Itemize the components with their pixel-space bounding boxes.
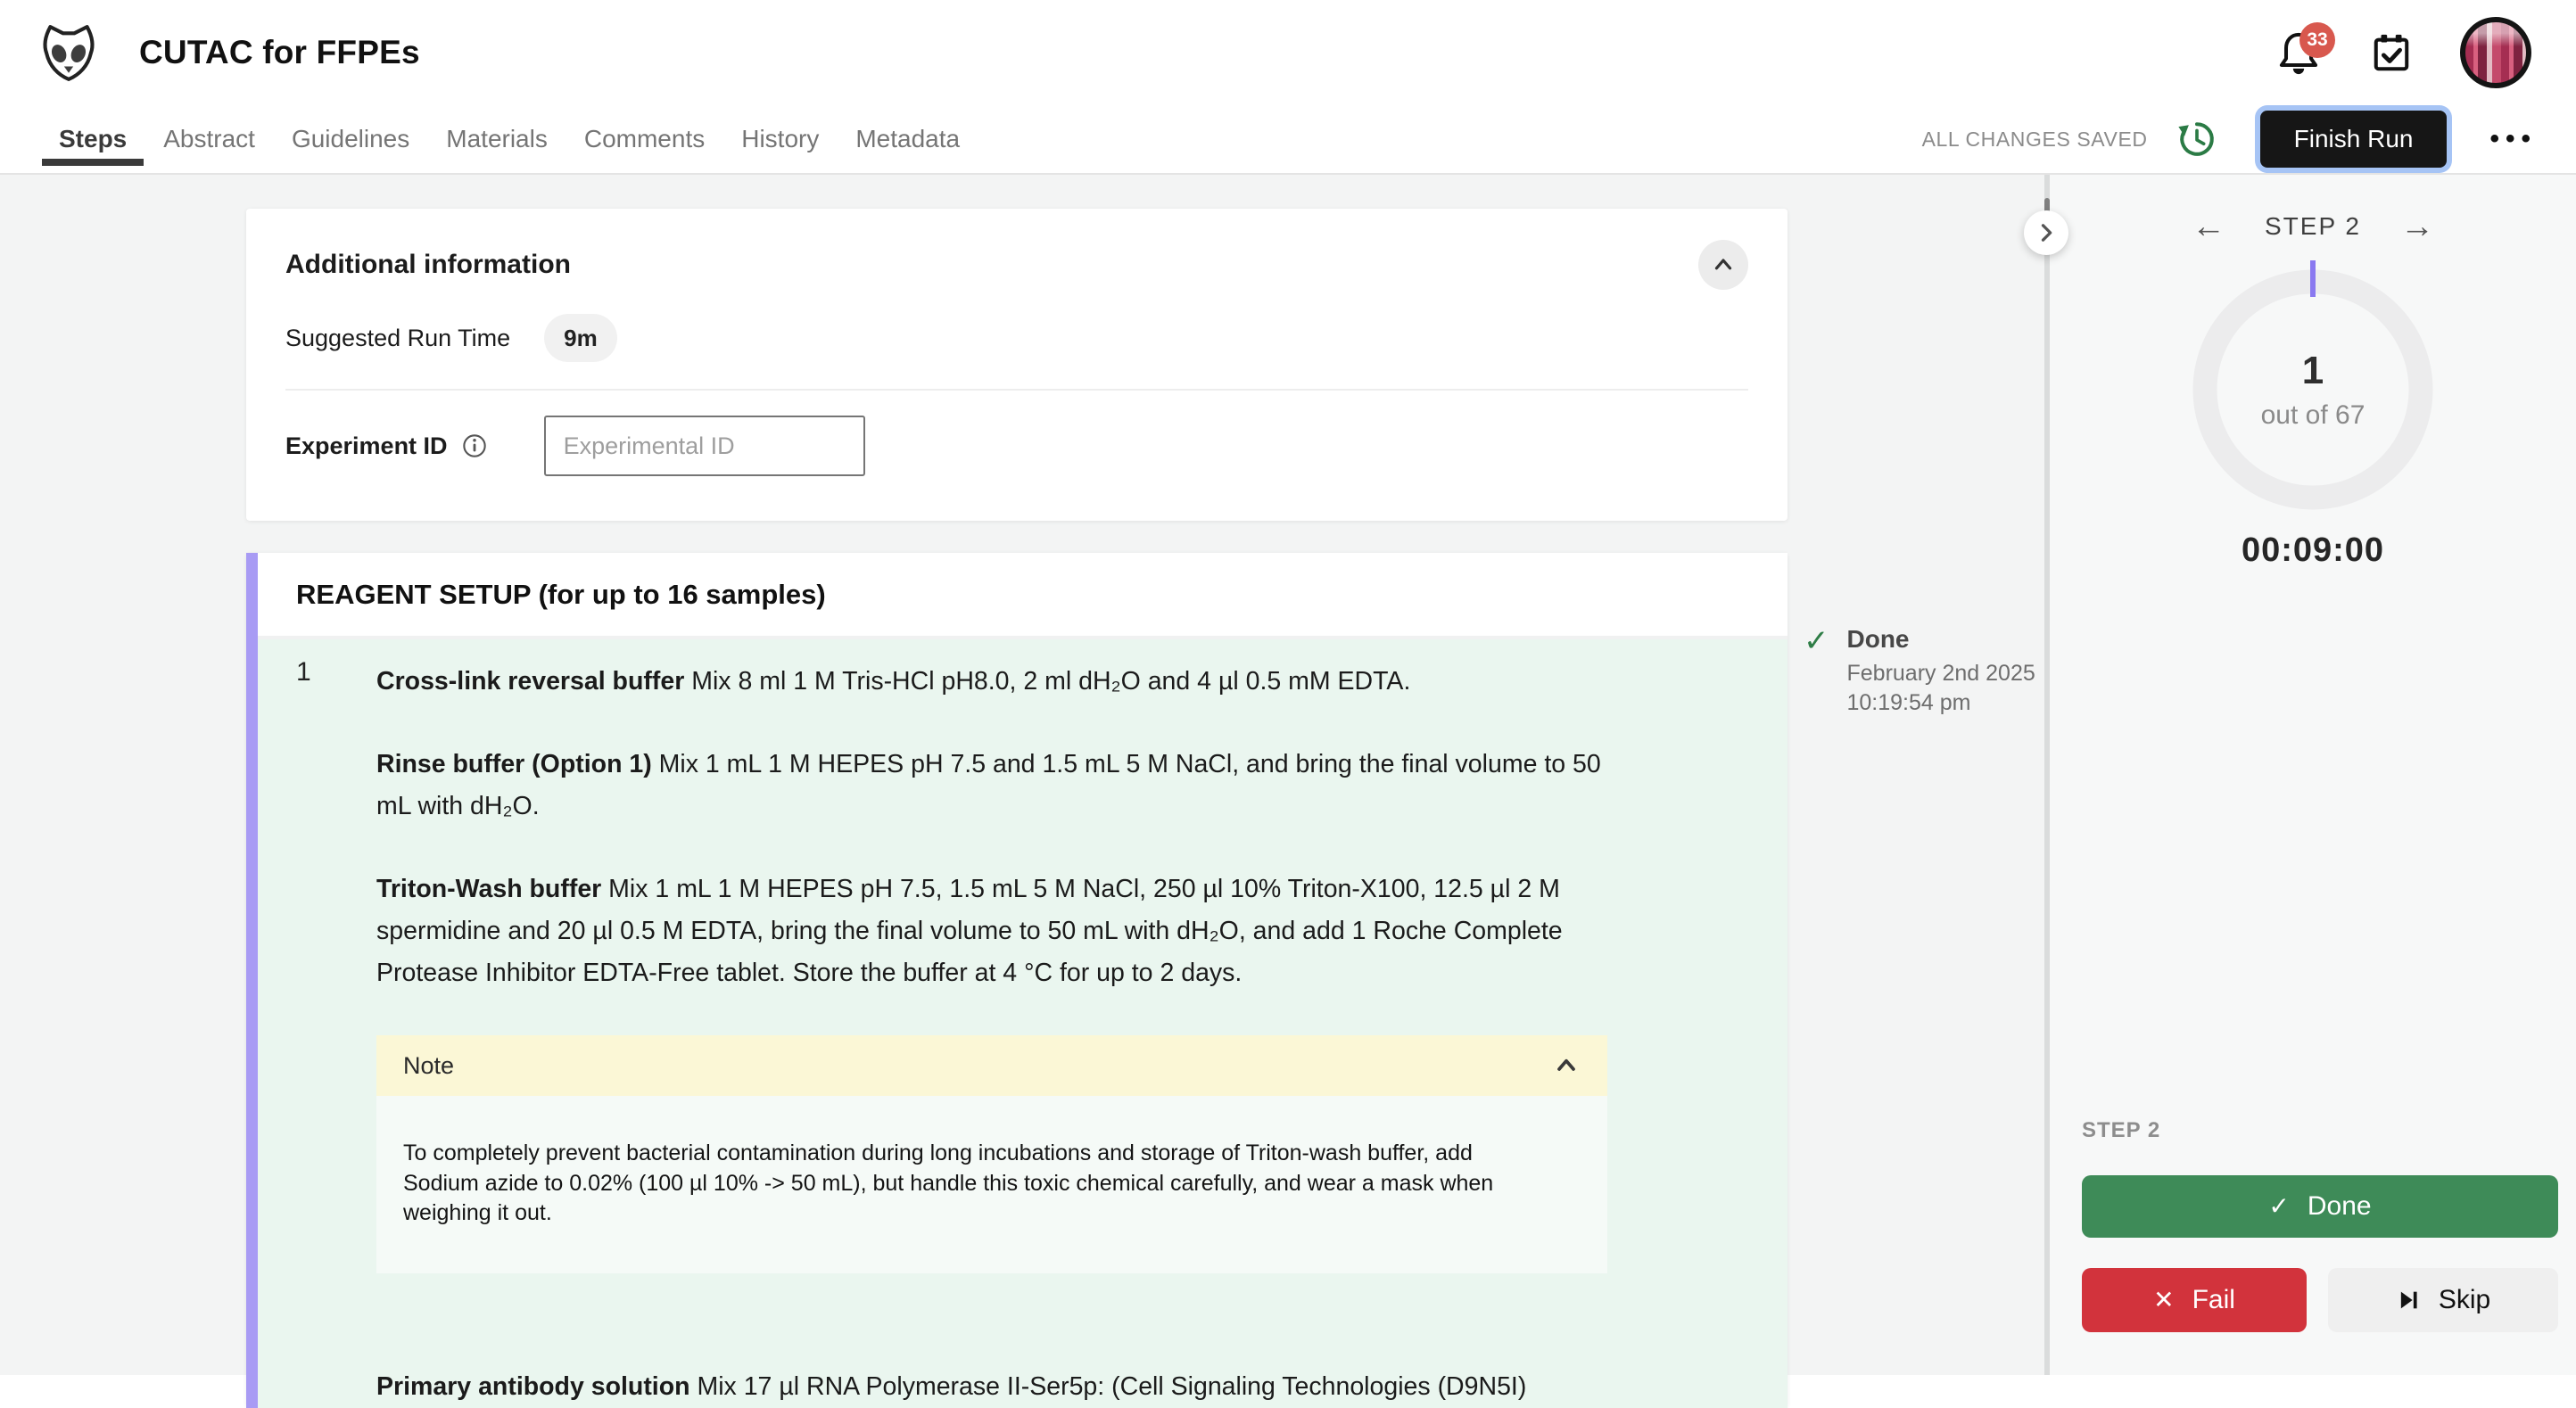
section-header bbox=[246, 553, 1788, 639]
additional-information-header bbox=[285, 239, 1748, 291]
fail-button-label: Fail bbox=[2192, 1285, 2235, 1314]
progress-ring bbox=[2192, 269, 2433, 510]
section-accent-bar bbox=[246, 553, 258, 1408]
reagent-instructions: Mix 17 µl RNA Polymerase II-Ser5p: (Cell Signaling Technologies (D9N5I) bbox=[689, 1371, 1527, 1401]
run-time-badge: 9m bbox=[544, 314, 617, 362]
notification-badge: 33 bbox=[2299, 22, 2335, 58]
next-step-arrow[interactable]: → bbox=[2399, 208, 2434, 245]
fail-button[interactable] bbox=[2082, 1268, 2307, 1332]
steps-panel bbox=[0, 175, 2044, 1401]
progress-ring-center bbox=[2192, 269, 2433, 510]
tab-bar-actions bbox=[1922, 105, 2537, 173]
collapse-sidebar-button[interactable] bbox=[2024, 210, 2068, 255]
previous-step-arrow[interactable]: ← bbox=[2192, 208, 2225, 245]
tabs bbox=[42, 105, 979, 173]
additional-information-card bbox=[246, 209, 1788, 521]
cross-icon: ✕ bbox=[2153, 1286, 2175, 1313]
step-paragraph bbox=[376, 661, 1609, 703]
done-button-label: Done bbox=[2307, 1191, 2372, 1221]
step-status bbox=[1804, 625, 2035, 718]
card-divider bbox=[285, 389, 1748, 391]
skip-button-label: Skip bbox=[2438, 1285, 2491, 1314]
tab-abstract[interactable]: Abstract bbox=[163, 125, 255, 152]
step-navigation bbox=[2050, 209, 2576, 244]
note-text: To completely prevent bacterial contamination during long incubations and storage of Triton-wash buffer, add Sodium azide to 0.02% (100 µl 10% -> 50 mL), but handle this toxic chemical carefully, and wear a mask when weighing it out. bbox=[403, 1140, 1494, 1225]
status-date bbox=[1847, 659, 2035, 718]
step-content bbox=[376, 639, 1609, 1408]
calendar-check-icon[interactable] bbox=[2371, 32, 2412, 73]
content-column bbox=[246, 209, 1788, 1408]
progress-current: 1 bbox=[2301, 349, 2324, 392]
restore-history-icon[interactable] bbox=[2175, 117, 2219, 161]
step-paragraph bbox=[376, 744, 1609, 828]
tab-history[interactable]: History bbox=[741, 125, 820, 152]
reagent-instructions: Mix 8 ml 1 M Tris-HCl pH8.0, 2 ml dH₂O and 4 µl 0.5 mM EDTA. bbox=[684, 667, 1411, 696]
tab-materials[interactable]: Materials bbox=[446, 125, 548, 152]
reagent-name: Primary antibody solution bbox=[376, 1371, 690, 1401]
additional-information-title: Additional information bbox=[285, 250, 571, 279]
reagent-instructions: Mix 1 mL 1 M HEPES pH 7.5 and 1.5 mL 5 M NaCl, and bring the final volume to 50 mL with dH₂O. bbox=[376, 750, 1601, 820]
raccoon-logo-icon bbox=[39, 21, 98, 84]
page-title: CUTAC for FFPEs bbox=[139, 34, 420, 70]
step-actions-label: STEP 2 bbox=[2082, 1118, 2161, 1142]
chevron-up-icon[interactable] bbox=[1552, 1051, 1581, 1080]
tab-steps[interactable]: Steps bbox=[42, 105, 144, 173]
tab-bar bbox=[0, 105, 2576, 175]
run-sidebar bbox=[2050, 175, 2576, 1375]
experiment-id-row bbox=[285, 416, 1748, 476]
step-1-row bbox=[246, 639, 1788, 1408]
chevron-right-icon bbox=[2034, 220, 2059, 245]
collapse-card-button[interactable] bbox=[1698, 240, 1748, 290]
check-icon: ✓ bbox=[2268, 1192, 2290, 1220]
reagent-name: Triton-Wash buffer bbox=[376, 875, 602, 903]
skip-button[interactable] bbox=[2328, 1268, 2558, 1332]
progress-total: out of 67 bbox=[2260, 400, 2365, 430]
info-icon[interactable] bbox=[462, 433, 487, 458]
reagent-setup-section bbox=[246, 553, 1788, 1408]
reagent-name: Cross-link reversal buffer bbox=[376, 667, 685, 696]
top-bar-actions bbox=[2275, 17, 2537, 88]
body bbox=[0, 175, 2576, 1401]
user-avatar[interactable] bbox=[2460, 17, 2531, 88]
tab-comments[interactable]: Comments bbox=[583, 125, 706, 152]
finish-run-button[interactable]: Finish Run bbox=[2260, 111, 2448, 168]
step-timer: 00:09:00 bbox=[2241, 531, 2385, 569]
experiment-id-input[interactable] bbox=[544, 416, 865, 476]
status-time-line: 10:19:54 pm bbox=[1846, 690, 1971, 715]
reagent-name: Rinse buffer (Option 1) bbox=[376, 750, 652, 778]
step-paragraph bbox=[376, 1366, 1609, 1408]
suggested-run-time-row bbox=[285, 314, 1748, 362]
reagent-instructions: Mix 1 mL 1 M HEPES pH 7.5, 1.5 mL 5 M NaCl, 250 µl 10% Triton-X100, 12.5 µl 2 M spermidine and 20 µl 0.5 M EDTA, bring the final volume to 50 mL with dH₂O, and add 1 Roche Complete Protease Inhibitor EDTA-Free tablet. Store the buffer at 4 °C for up to 2 days. bbox=[376, 875, 1563, 987]
note-header[interactable] bbox=[376, 1035, 1607, 1096]
step-number: 1 bbox=[296, 657, 311, 687]
step-nav-label: STEP 2 bbox=[2265, 212, 2361, 240]
note-label: Note bbox=[403, 1051, 455, 1079]
section-title: REAGENT SETUP (for up to 16 samples) bbox=[296, 578, 826, 610]
note-body bbox=[376, 1096, 1607, 1273]
status-text bbox=[1847, 625, 2035, 718]
skip-icon bbox=[2396, 1288, 2421, 1313]
tab-guidelines[interactable]: Guidelines bbox=[291, 125, 410, 152]
more-options-button[interactable]: ••• bbox=[2489, 124, 2537, 153]
tab-metadata[interactable]: Metadata bbox=[855, 125, 961, 152]
brand bbox=[39, 21, 420, 84]
done-button[interactable] bbox=[2082, 1175, 2558, 1238]
status-check-icon: ✓ bbox=[1804, 624, 1829, 658]
status-date-line: February 2nd 2025 bbox=[1846, 661, 2035, 686]
suggested-run-time-label: Suggested Run Time bbox=[285, 324, 511, 351]
experiment-id-label: Experiment ID bbox=[285, 432, 448, 459]
step-paragraph bbox=[376, 869, 1609, 994]
save-status: ALL CHANGES SAVED bbox=[1921, 127, 2148, 151]
note-box bbox=[376, 1035, 1607, 1273]
notifications-bell-icon[interactable] bbox=[2275, 28, 2328, 78]
top-bar bbox=[0, 0, 2576, 105]
chevron-up-icon bbox=[1710, 251, 1737, 278]
status-label: Done bbox=[1846, 625, 1910, 653]
